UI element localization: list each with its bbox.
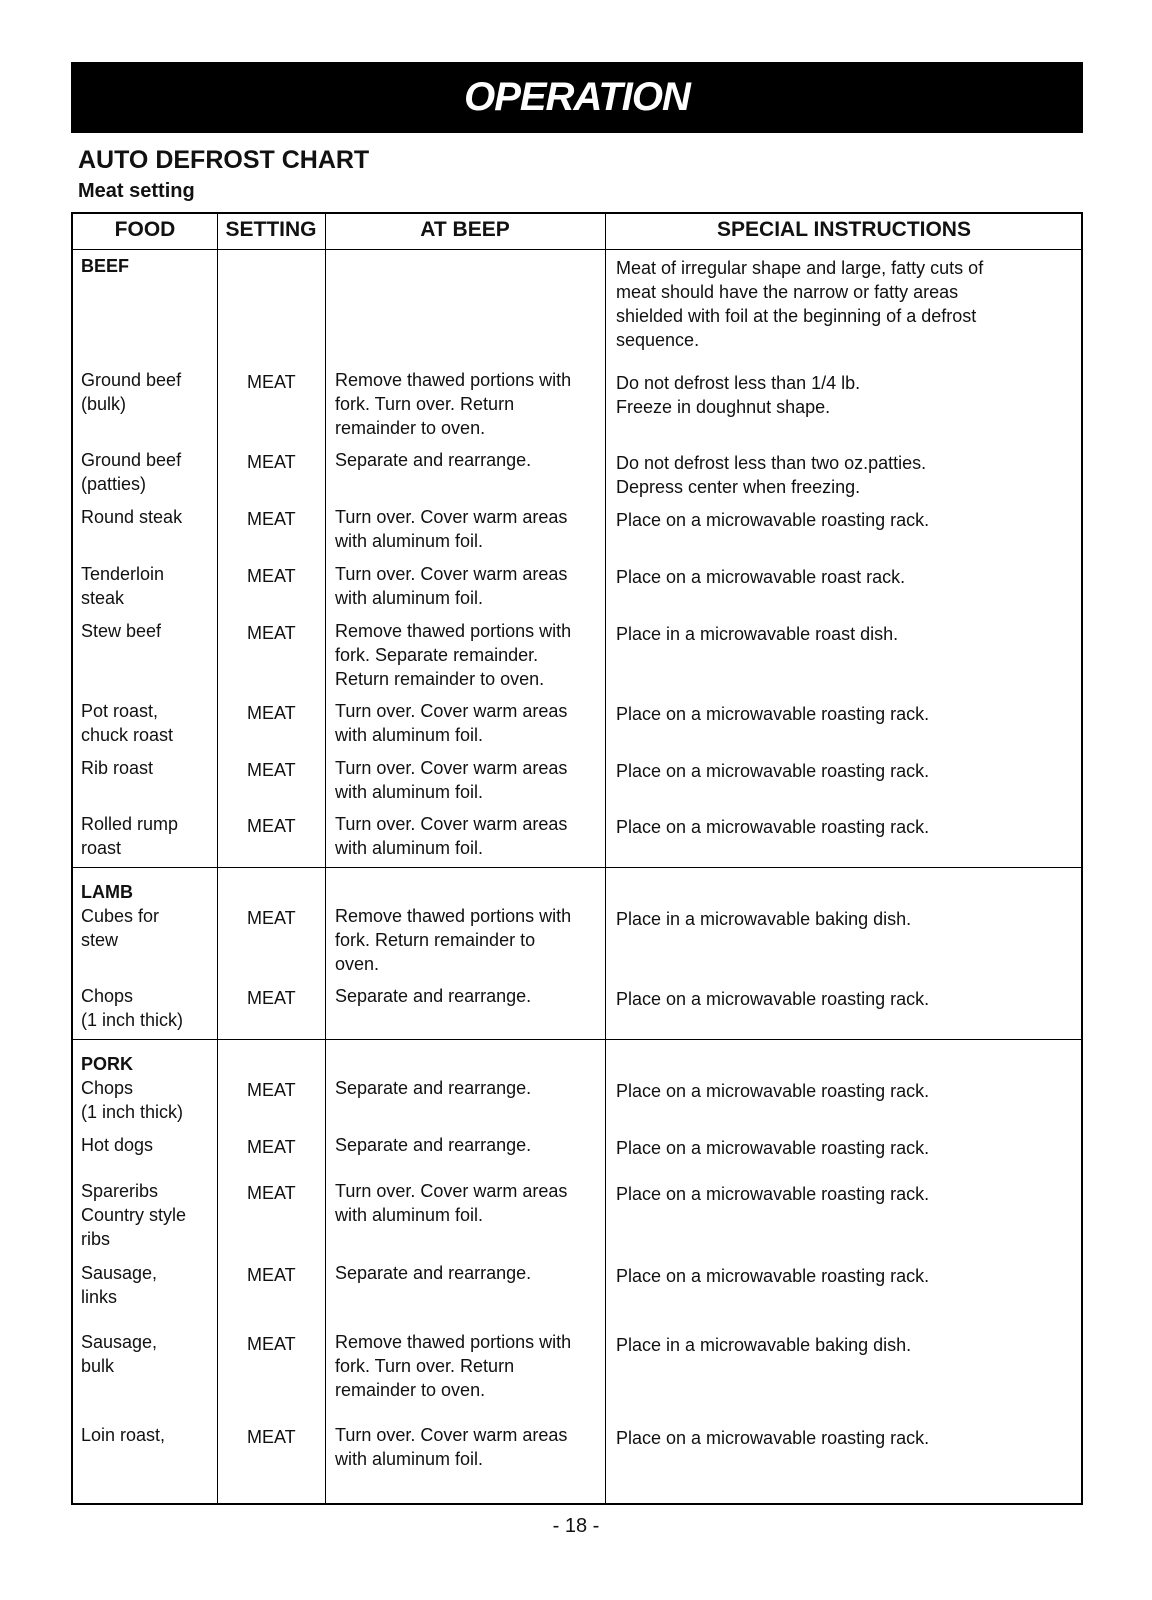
setting-cell: MEAT: [247, 509, 296, 529]
banner-title: OPERATION: [464, 75, 690, 119]
page-subtitle: Meat setting: [78, 180, 195, 202]
at-beep-cell: Separate and rearrange.: [335, 1078, 532, 1098]
special-instructions-cell: Place on a microwavable roasting rack.: [616, 1428, 930, 1448]
special-instructions-cell: Place in a microwavable baking dish.: [616, 1335, 912, 1355]
section-banner: [71, 62, 1083, 133]
column-header-food: FOOD: [114, 218, 176, 241]
column-header-special-instructions: SPECIAL INSTRUCTIONS: [717, 218, 971, 241]
special-instructions-cell: Place in a microwavable roast dish.: [616, 624, 899, 644]
special-instructions-cell: Do not defrost less than two oz.patties. Depress center when freezing.: [616, 453, 927, 497]
special-instructions-cell: Place on a microwavable roasting rack.: [616, 1184, 930, 1204]
section-divider: [73, 867, 1081, 868]
special-instructions-cell: Place on a microwavable roasting rack.: [616, 1081, 930, 1101]
food-cell: Hot dogs: [81, 1135, 154, 1155]
setting-cell: MEAT: [247, 988, 296, 1008]
column-header-at-beep: AT BEEP: [420, 218, 510, 241]
at-beep-cell: Turn over. Cover warm areas with aluminum foil.: [335, 564, 568, 608]
setting-cell: MEAT: [247, 372, 296, 392]
special-instructions-cell: Place on a microwavable roasting rack.: [616, 761, 930, 781]
page-number: - 18 -: [552, 1515, 600, 1537]
page-title: AUTO DEFROST CHART: [78, 146, 370, 174]
food-cell: Ground beef (bulk): [81, 370, 182, 414]
setting-cell: MEAT: [247, 623, 296, 643]
setting-cell: MEAT: [247, 1427, 296, 1447]
food-cell: Pot roast, chuck roast: [81, 701, 174, 745]
food-cell: Sausage, bulk: [81, 1332, 158, 1376]
setting-cell: MEAT: [247, 908, 296, 928]
special-instructions-cell: Place on a microwavable roasting rack.: [616, 510, 930, 530]
category-lamb: LAMB: [81, 882, 133, 902]
at-beep-cell: Separate and rearrange.: [335, 1135, 532, 1155]
food-cell: Round steak: [81, 507, 183, 527]
setting-cell: MEAT: [247, 1137, 296, 1157]
beef-intro-note: Meat of irregular shape and large, fatty cuts of meat should have the narrow or fatty areas shielded with foil at the beginning of a defrost sequence.: [616, 258, 984, 350]
special-instructions-cell: Place on a microwavable roasting rack.: [616, 817, 930, 837]
section-divider: [73, 1039, 1081, 1040]
food-cell: Ground beef (patties): [81, 450, 182, 494]
food-cell: Chops (1 inch thick): [81, 1078, 184, 1122]
setting-cell: MEAT: [247, 1265, 296, 1285]
food-cell: Stew beef: [81, 621, 162, 641]
special-instructions-cell: Do not defrost less than 1/4 lb. Freeze in doughnut shape.: [616, 373, 861, 417]
food-cell: Rolled rump roast: [81, 814, 179, 858]
at-beep-cell: Separate and rearrange.: [335, 1263, 532, 1283]
at-beep-cell: Turn over. Cover warm areas with aluminum foil.: [335, 507, 568, 551]
food-cell: Cubes for stew: [81, 906, 160, 950]
at-beep-cell: Turn over. Cover warm areas with aluminum foil.: [335, 814, 568, 858]
at-beep-cell: Remove thawed portions with fork. Return remainder to oven.: [335, 906, 572, 974]
column-divider: [605, 214, 606, 1503]
column-header-setting: SETTING: [225, 218, 317, 241]
food-cell: Chops (1 inch thick): [81, 986, 184, 1030]
special-instructions-cell: Place on a microwavable roasting rack.: [616, 1266, 930, 1286]
at-beep-cell: Turn over. Cover warm areas with aluminum foil.: [335, 758, 568, 802]
at-beep-cell: Separate and rearrange.: [335, 450, 532, 470]
setting-cell: MEAT: [247, 760, 296, 780]
setting-cell: MEAT: [247, 816, 296, 836]
special-instructions-cell: Place on a microwavable roasting rack.: [616, 704, 930, 724]
at-beep-cell: Remove thawed portions with fork. Turn over. Return remainder to oven.: [335, 370, 572, 438]
at-beep-cell: Turn over. Cover warm areas with aluminum foil.: [335, 701, 568, 745]
special-instructions-cell: Place on a microwavable roasting rack.: [616, 989, 930, 1009]
food-cell: Tenderloin steak: [81, 564, 165, 608]
setting-cell: MEAT: [247, 1080, 296, 1100]
at-beep-cell: Separate and rearrange.: [335, 986, 532, 1006]
special-instructions-cell: Place on a microwavable roasting rack.: [616, 1138, 930, 1158]
setting-cell: MEAT: [247, 566, 296, 586]
at-beep-cell: Turn over. Cover warm areas with aluminum foil.: [335, 1181, 568, 1225]
special-instructions-cell: Place in a microwavable baking dish.: [616, 909, 912, 929]
column-divider: [325, 214, 326, 1503]
at-beep-cell: Turn over. Cover warm areas with aluminum foil.: [335, 1425, 568, 1469]
at-beep-cell: Remove thawed portions with fork. Separate remainder. Return remainder to oven.: [335, 621, 572, 689]
setting-cell: MEAT: [247, 1334, 296, 1354]
setting-cell: MEAT: [247, 1183, 296, 1203]
defrost-table: [71, 212, 1083, 1505]
at-beep-cell: Remove thawed portions with fork. Turn over. Return remainder to oven.: [335, 1332, 572, 1400]
food-cell: Sausage, links: [81, 1263, 158, 1307]
food-cell: Rib roast: [81, 758, 154, 778]
category-beef: BEEF: [81, 256, 130, 276]
category-pork: PORK: [81, 1054, 134, 1074]
special-instructions-cell: Place on a microwavable roast rack.: [616, 567, 906, 587]
food-cell: Spareribs Country style ribs: [81, 1181, 187, 1249]
setting-cell: MEAT: [247, 452, 296, 472]
column-divider: [217, 214, 218, 1503]
food-cell: Loin roast,: [81, 1425, 166, 1445]
setting-cell: MEAT: [247, 703, 296, 723]
